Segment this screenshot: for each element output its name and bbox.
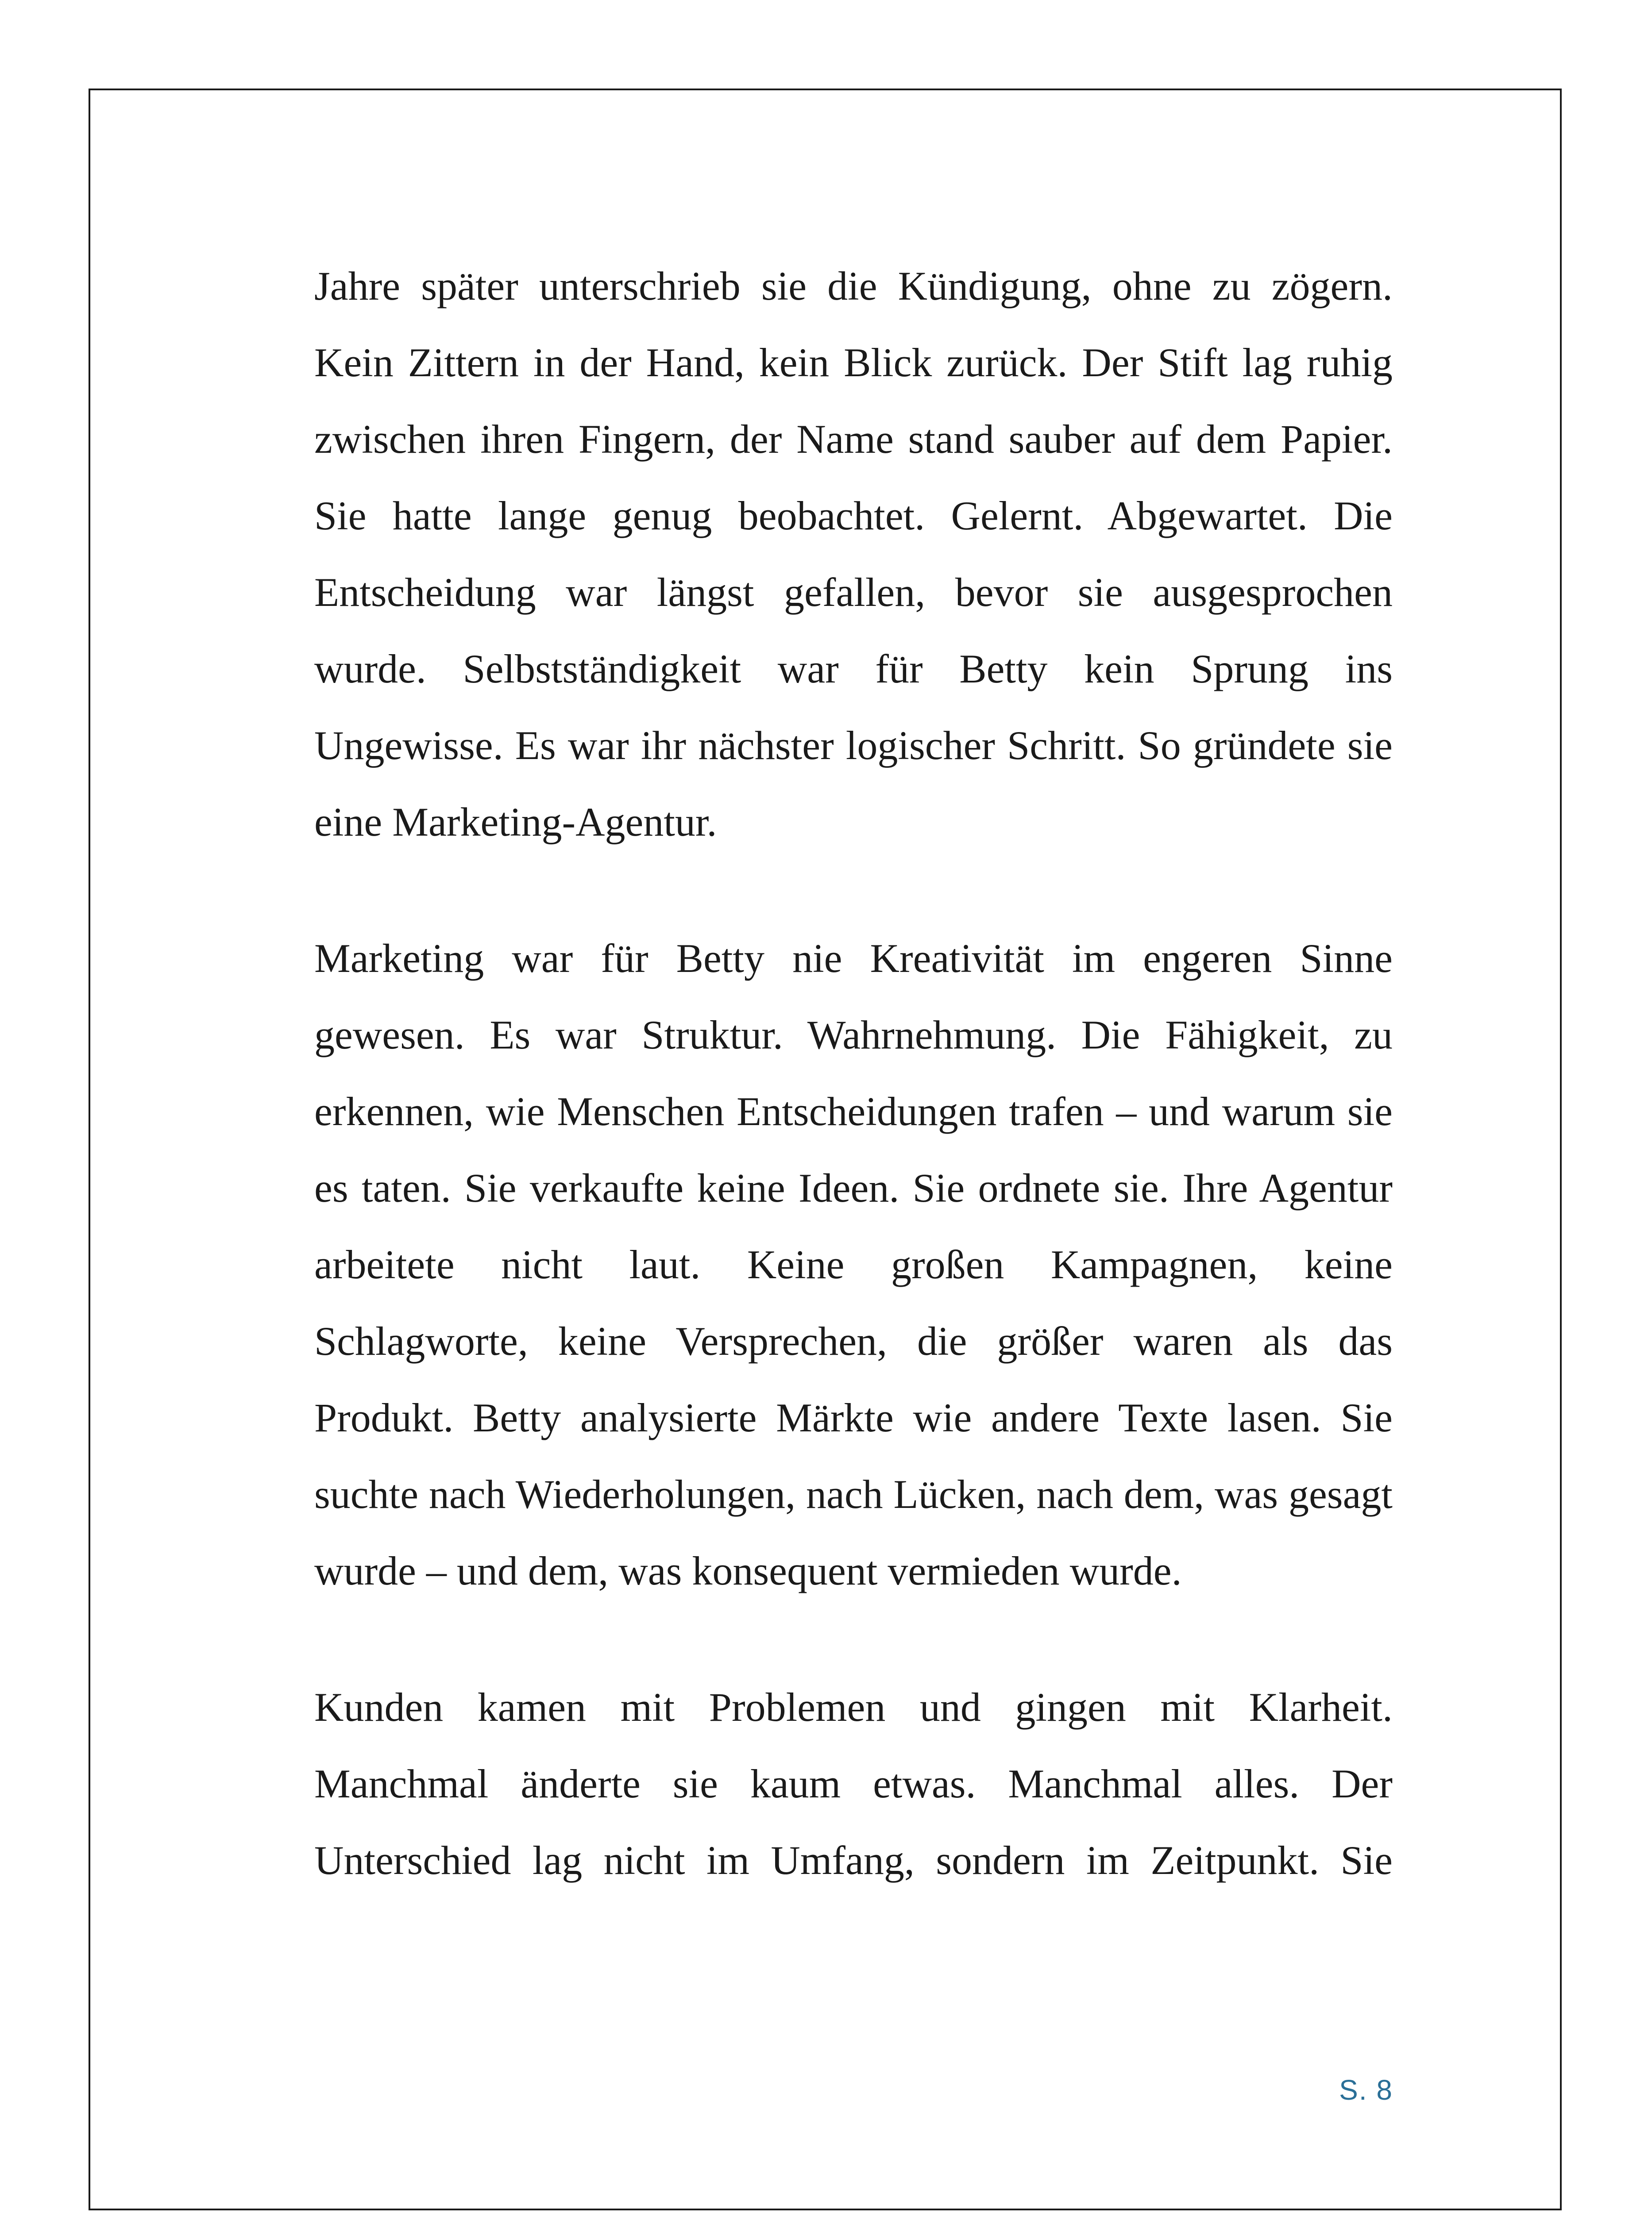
page-number: S. 8 <box>1339 2074 1393 2106</box>
body-text <box>314 248 1393 1899</box>
paragraph-1: Jahre später unterschrieb sie die Kündigung, ohne zu zögern. Kein Zittern in der Hand, kein Blick zurück. Der Stift lag ruhig zwischen ihren Fingern, der Name stand sauber auf dem Papier. Sie hatte lange genug beobachtet. Gelernt. Abgewartet. Die Entscheidung war längst gefallen, bevor sie ausgesprochen wurde. Selbstständigkeit war für Betty kein Sprung ins Ungewisse. Es war ihr nächster logischer Schritt. So gründete sie eine Marketing-Agentur. <box>314 263 1393 844</box>
paragraph-3: Kunden kamen mit Problemen und gingen mit Klarheit. Manchmal änderte sie kaum etwas. Manchmal alles. Der Unterschied lag nicht im Umfang, sondern im Zeitpunkt. Sie <box>314 1685 1393 1883</box>
paragraph-2: Marketing war für Betty nie Kreativität im engeren Sinne gewesen. Es war Struktur. Wahrnehmung. Die Fähigkeit, zu erkennen, wie Menschen Entscheidungen trafen – und warum sie es taten. Sie verkaufte keine Ideen. Sie ordnete sie. Ihre Agentur arbeitete nicht laut. Keine großen Kampagnen, keine Schlagworte, keine Versprechen, die größer waren als das Produkt. Betty analysierte Märkte wie andere Texte lasen. Sie suchte nach Wiederholungen, nach Lücken, nach dem, was gesagt wurde – und dem, was konsequent vermieden wurde. <box>314 936 1393 1593</box>
